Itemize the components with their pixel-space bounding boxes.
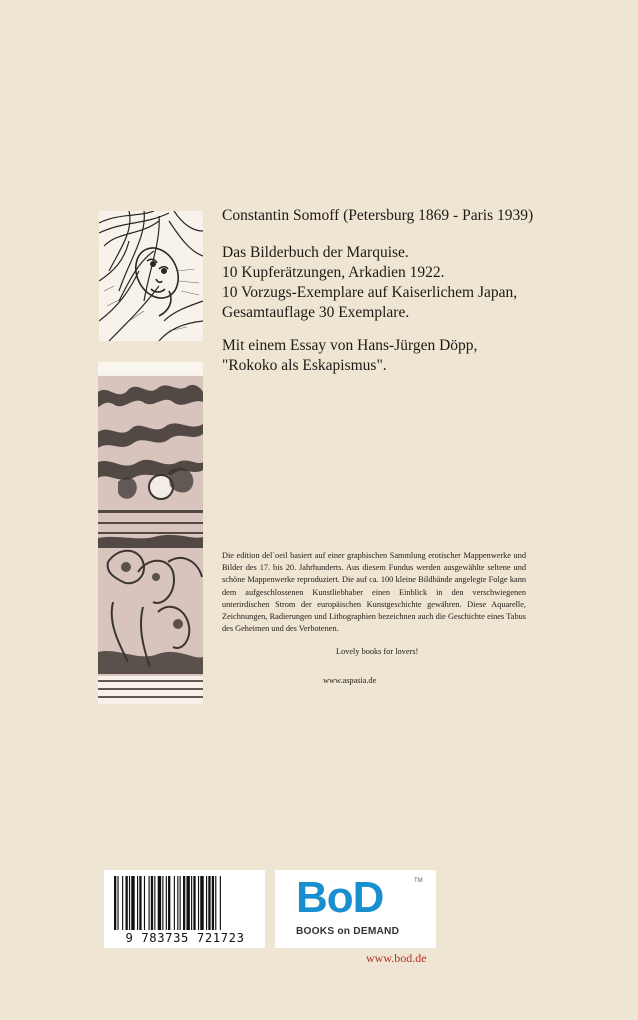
essay-title-line: "Rokoko als Eskapismus". [222,357,387,374]
rococo-scene-strip-illustration [98,362,203,704]
isbn-number: 9 783735 721723 [125,931,245,945]
aspasia-website-link[interactable]: www.aspasia.de [323,676,377,685]
bod-publisher-logo [275,870,436,948]
book-detail-line: Gesamtauflage 30 Exemplare. [222,304,410,321]
bod-logo-text: BoD [296,873,384,922]
book-detail-line: 10 Vorzugs-Exemplare auf Kaiserlichem Japan, [222,284,518,301]
trademark-mark: TM [414,878,423,884]
essay-line: Mit einem Essay von Hans-Jürgen Döpp, [222,337,478,354]
slogan: Lovely books for lovers! [336,647,419,656]
series-description-paragraph: Die edition del`oeil basiert auf einer graphischen Sammlung erotischer Mappenwerke und Bilder des 17. bis 20. Jahrhunderts. Aus diesem Fundus werden ausgewählte seltene und schöne Mappenwerke reproduziert. Die auf ca. 100 kleine Bildbände angelegte Folge kann dem aufgeschlossenen Kunstliebhaber einen Einblick in den verschwiegenen unterirdischen Strom der europäischen Kunstgeschichte gewähren. Diese Aquarelle, Zeichnungen, Radierungen und Lithographien bezeichnen auch die Geschichte eines Tabus des Geheimen und des Verbotenen. [222,551,526,634]
bod-tagline: BOOKS on DEMAND [296,926,400,937]
barcode-bars [112,876,258,932]
book-detail-line: 10 Kupferätzungen, Arkadien 1922. [222,264,445,281]
isbn-barcode [104,870,265,948]
author-line: Constantin Somoff (Petersburg 1869 - Paris 1939) [222,207,534,224]
engraving-face-illustration [99,211,203,341]
bod-website-link[interactable]: www.bod.de [366,951,427,965]
book-title-line: Das Bilderbuch der Marquise. [222,244,409,261]
